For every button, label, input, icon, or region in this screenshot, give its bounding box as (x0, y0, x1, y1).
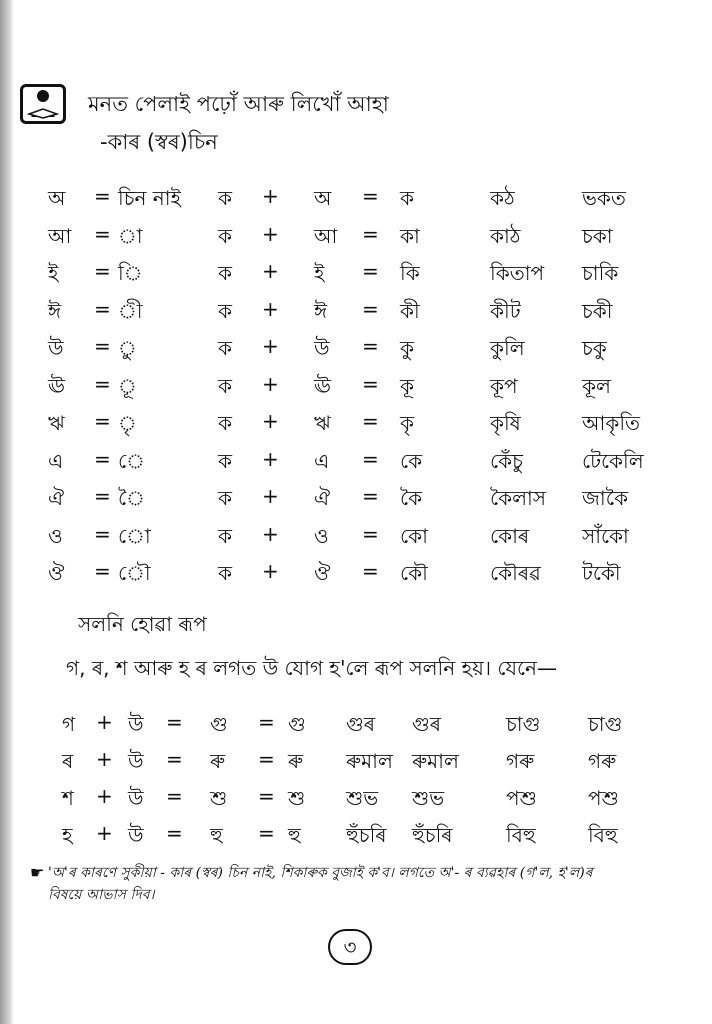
equals-sign: = (94, 559, 111, 583)
equals-sign: = (362, 371, 379, 396)
equals-sign: = (94, 221, 111, 246)
example-word: কীট (490, 298, 521, 323)
equals-sign: = (258, 821, 275, 845)
vowel-letter: এ (48, 448, 64, 473)
example-word: গুৰ (346, 712, 375, 736)
combined-syllable: কো (400, 523, 428, 548)
plus-sign: + (262, 446, 279, 471)
example-word: গৰু (506, 749, 535, 773)
consonant-letter: ক (218, 523, 232, 548)
vowel-sign: ু (118, 336, 137, 360)
vowel-letter: উ (48, 336, 64, 360)
example-word: কৃষি (490, 411, 521, 435)
equals-sign: = (362, 446, 379, 471)
combined-syllable: কৃ (400, 411, 414, 435)
special-form: ৰু (288, 749, 304, 773)
equals-sign: = (94, 259, 111, 283)
example-word: কোৰ (490, 523, 530, 548)
vowel-letter: অ (48, 186, 66, 210)
consonant-letter: ক (218, 261, 232, 285)
equals-sign: = (166, 821, 183, 845)
pointing-hand-icon: ☛ (30, 863, 45, 882)
combined-syllable: কি (400, 261, 420, 285)
vowel-letter: আ (314, 223, 338, 248)
example-word: কূল (582, 373, 611, 398)
example-word: কাঠ (490, 223, 521, 248)
special-form: শু (288, 786, 306, 810)
consonant-letter: ক (218, 336, 232, 360)
plus-sign: + (262, 334, 279, 358)
lesson-instruction: মনত পেলাই পঢ়োঁ আৰু লিখোঁ আহা (88, 92, 389, 116)
example-word: জাকৈ (582, 486, 629, 510)
combined-syllable: ৰু (210, 749, 226, 773)
vowel-letter: ঋ (314, 411, 331, 435)
vowel-letter: ঊ (48, 373, 65, 398)
consonant-letter: ক (218, 223, 232, 248)
equals-sign: = (94, 371, 111, 396)
equals-sign: = (94, 521, 111, 546)
plus-sign: + (262, 409, 279, 433)
example-word: চকী (582, 298, 613, 323)
equals-sign: = (362, 259, 379, 283)
consonant-letter: ক (218, 411, 232, 435)
plus-sign: + (262, 259, 279, 283)
combined-syllable: গু (210, 712, 228, 736)
equals-sign: = (362, 184, 379, 208)
consonant-letter: ৰ (62, 749, 74, 773)
example-word: ৰুমাল (412, 749, 459, 773)
example-word: চাকি (582, 261, 619, 285)
equals-sign: = (94, 334, 111, 358)
example-word: চাগু (588, 712, 623, 736)
vowel-letter: উ (128, 786, 144, 810)
example-word: গৰু (588, 749, 617, 773)
example-word: আকৃতি (582, 411, 641, 435)
consonant-letter: ক (218, 561, 232, 585)
consonant-letter: ক (218, 486, 232, 510)
plus-sign: + (262, 559, 279, 583)
vowel-sign: া (118, 223, 143, 248)
combined-syllable: কৈ (400, 486, 423, 510)
equals-sign: = (94, 296, 111, 321)
combined-syllable: হু (210, 823, 223, 847)
plus-sign: + (262, 371, 279, 396)
consonant-letter: শ (62, 786, 74, 810)
equals-sign: = (166, 747, 183, 771)
special-form: হু (288, 823, 301, 847)
teacher-note-line: বিষয়ে আভাস দিব। (48, 887, 155, 903)
plus-sign: + (96, 710, 113, 734)
consonant-letter: গ (62, 712, 76, 736)
example-word: পশু (588, 786, 619, 810)
combined-syllable: কৌ (400, 561, 428, 585)
equals-sign: = (362, 559, 379, 583)
teacher-note (30, 862, 658, 906)
consonant-letter: ক (218, 448, 232, 473)
special-form: গু (288, 712, 306, 736)
equals-sign: = (258, 710, 275, 734)
plus-sign: + (262, 296, 279, 321)
vowel-letter: উ (128, 749, 144, 773)
equals-sign: = (362, 521, 379, 546)
equals-sign: = (94, 446, 111, 471)
consonant-letter: ক (218, 298, 232, 323)
plus-sign: + (262, 221, 279, 246)
combined-syllable: কূ (400, 373, 414, 398)
example-word: হুঁচৰি (412, 823, 453, 847)
vowel-sign: ি (118, 261, 143, 285)
plus-sign: + (96, 747, 113, 771)
example-word: চকা (582, 223, 613, 248)
example-word: পশু (506, 786, 537, 810)
vowel-letter: অ (314, 186, 332, 210)
vowel-letter: ঈ (314, 298, 328, 323)
vowel-letter: ঐ (48, 486, 65, 510)
vowel-letter: আ (48, 223, 72, 248)
example-word: শুভ (346, 786, 379, 810)
equals-sign: = (362, 296, 379, 321)
consonant-letter: হ (62, 823, 73, 847)
example-word: টকৌ (582, 561, 621, 585)
vowel-sign: ৃ (118, 411, 137, 435)
consonant-letter: ক (218, 186, 232, 210)
combined-syllable: ক (400, 186, 414, 210)
example-word: বিহু (506, 823, 536, 847)
example-word: চাগু (506, 712, 541, 736)
teacher-note-line: 'অ'ৰ কাৰণে সুকীয়া - কাৰ (স্বৰ) চিন নাই, শিকাৰুক বুজাই ক'ব। লগতে অ'- ৰ ব্যৱহাৰ (গ'ল, হ'ল)ৰ (48, 865, 593, 881)
example-word: চকু (582, 336, 607, 360)
vowel-sign: চিন নাই (118, 186, 181, 210)
combined-syllable: কু (400, 336, 414, 360)
example-word: কৌৰৱ (490, 561, 541, 585)
special-forms-heading: সলনি হোৱা ৰূপ (78, 612, 207, 636)
combined-syllable: কা (400, 223, 420, 248)
example-word: ৰুমাল (346, 749, 393, 773)
equals-sign: = (362, 221, 379, 246)
vowel-letter: ঊ (314, 373, 331, 398)
example-word: বিহু (588, 823, 618, 847)
plus-sign: + (262, 484, 279, 508)
combined-syllable: শু (210, 786, 228, 810)
vowel-letter: ঈ (48, 298, 62, 323)
plus-sign: + (96, 784, 113, 808)
equals-sign: = (362, 484, 379, 508)
reading-child-icon (20, 84, 66, 124)
vowel-letter: উ (128, 712, 144, 736)
equals-sign: = (258, 747, 275, 771)
vowel-letter: ও (48, 523, 63, 548)
example-word: কূপ (490, 373, 518, 398)
vowel-letter: ই (314, 261, 325, 285)
combined-syllable: কে (400, 448, 423, 473)
equals-sign: = (362, 334, 379, 358)
vowel-letter: ঋ (48, 411, 65, 435)
equals-sign: = (166, 784, 183, 808)
vowel-letter: উ (314, 336, 330, 360)
vowel-letter: ঔ (314, 561, 331, 585)
equals-sign: = (166, 710, 183, 734)
vowel-letter: ই (48, 261, 59, 285)
vowel-sign: ূ (118, 373, 137, 398)
book-spine-shadow (0, 0, 14, 1024)
example-word: কুলি (490, 336, 525, 360)
example-word: কৈলাস (490, 486, 546, 510)
example-word: ভকত (582, 186, 626, 210)
example-word: টেকেলি (582, 448, 644, 473)
equals-sign: = (362, 409, 379, 433)
vowel-sign: ৈ (118, 486, 145, 510)
vowel-letter: এ (314, 448, 330, 473)
vowel-letter: উ (128, 823, 144, 847)
equals-sign: = (94, 409, 111, 433)
plus-sign: + (262, 521, 279, 546)
vowel-sign: ী (118, 298, 143, 323)
equals-sign: = (258, 784, 275, 808)
lesson-topic: -কাৰ (স্বৰ)চিন (100, 130, 218, 154)
example-word: সাঁকো (582, 523, 629, 548)
plus-sign: + (262, 184, 279, 208)
vowel-sign: ে (118, 448, 145, 473)
equals-sign: = (94, 484, 111, 508)
example-word: গুৰ (412, 712, 441, 736)
vowel-sign: ৌ (118, 561, 151, 585)
consonant-letter: ক (218, 373, 232, 398)
combined-syllable: কী (400, 298, 420, 323)
equals-sign: = (94, 184, 111, 208)
example-word: শুভ (412, 786, 445, 810)
page-number: ৩ (328, 929, 372, 965)
vowel-letter: ও (314, 523, 329, 548)
vowel-letter: ঔ (48, 561, 65, 585)
example-word: কিতাপ (490, 261, 545, 285)
vowel-sign: ো (118, 523, 151, 548)
example-word: কেঁচু (490, 448, 523, 473)
vowel-letter: ঐ (314, 486, 331, 510)
example-word: হুঁচৰি (346, 823, 387, 847)
example-word: কঠ (490, 186, 515, 210)
special-forms-rule: গ, ৰ, শ আৰু হ ৰ লগত উ যোগ হ'লে ৰূপ সলনি হয়। যেনে— (66, 656, 557, 680)
plus-sign: + (96, 821, 113, 845)
